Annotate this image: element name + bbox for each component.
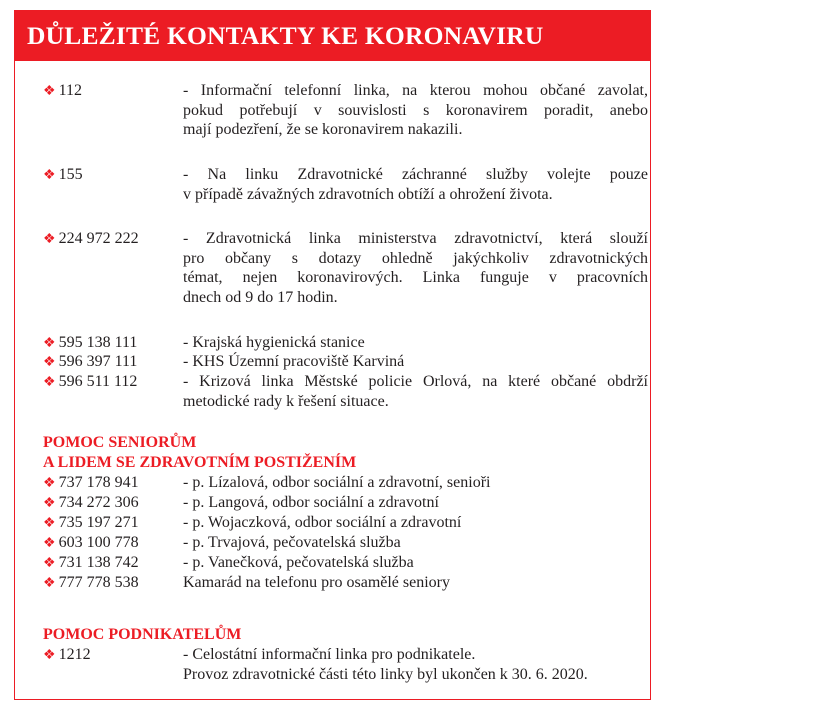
description-line: - p. Trvajová, pečovatelská služba — [183, 534, 401, 551]
contact-description — [183, 553, 648, 573]
contact-description — [183, 81, 648, 140]
title-banner — [15, 11, 650, 61]
diamond-bullet-icon: ❖ — [43, 496, 56, 511]
phone-number: 596 397 111 — [58, 353, 138, 370]
diamond-bullet-icon: ❖ — [43, 84, 56, 99]
description-line: - Krajská hygienická stanice — [183, 334, 365, 351]
diamond-bullet-icon: ❖ — [43, 648, 56, 663]
contact-description — [183, 645, 648, 684]
section-heading-seniors: POMOC SENIORŮM — [43, 434, 197, 451]
contact-description — [183, 473, 648, 493]
diamond-bullet-icon: ❖ — [43, 355, 56, 370]
description-line: pro občany s dotazy ohledně jakýchkoliv zdravotnických — [183, 249, 648, 267]
phone-number: 155 — [58, 166, 83, 183]
phone-number: 734 272 306 — [58, 494, 139, 511]
description-line: - Krizová linka Městské policie Orlová, na které občané obdrží — [183, 373, 648, 390]
contact-description — [183, 333, 648, 353]
contact-description — [183, 352, 648, 372]
diamond-bullet-icon: ❖ — [43, 168, 56, 183]
contact-description — [183, 165, 648, 204]
description-line: mají podezření, že se koronavirem nakazili. — [183, 121, 463, 139]
contact-description — [183, 372, 648, 411]
diamond-bullet-icon: ❖ — [43, 576, 56, 591]
description-line: - Na linku Zdravotnické záchranné služby volejte pouze — [183, 166, 648, 183]
description-line: - p. Wojaczková, odbor sociální a zdravotní — [183, 514, 462, 531]
description-line: - Zdravotnická linka ministerstva zdravotnictví, která slouží — [183, 230, 648, 247]
description-line: - Celostátní informační linka pro podnikatele. — [183, 646, 476, 663]
phone-number: 777 778 538 — [58, 574, 139, 591]
description-line: pokud potřebují v souvislosti s koronavirem poradit, anebo — [183, 101, 648, 119]
description-line: - p. Langová, odbor sociální a zdravotní — [183, 494, 439, 511]
phone-number: 1212 — [58, 646, 91, 663]
description-line: v případě závažných zdravotních obtíží a ohrožení života. — [183, 185, 553, 203]
section-heading-business: POMOC PODNIKATELŮM — [43, 626, 242, 643]
contact-description — [183, 533, 648, 553]
diamond-bullet-icon: ❖ — [43, 336, 56, 351]
phone-number: 603 100 778 — [58, 534, 139, 551]
phone-number: 224 972 222 — [58, 230, 139, 247]
diamond-bullet-icon: ❖ — [43, 232, 56, 247]
contact-description — [183, 493, 648, 513]
phone-number: 595 138 111 — [58, 334, 138, 351]
diamond-bullet-icon: ❖ — [43, 556, 56, 571]
phone-number: 112 — [58, 82, 82, 99]
diamond-bullet-icon: ❖ — [43, 476, 56, 491]
description-line: dnech od 9 do 17 hodin. — [183, 288, 338, 306]
contacts-box — [14, 10, 651, 700]
description-line: - KHS Územní pracoviště Karviná — [183, 353, 405, 370]
phone-number: 735 197 271 — [58, 514, 139, 531]
section-heading-seniors-sub: A LIDEM SE ZDRAVOTNÍM POSTIŽENÍM — [43, 454, 357, 471]
diamond-bullet-icon: ❖ — [43, 375, 56, 390]
phone-number: 596 511 112 — [58, 373, 138, 390]
contact-description — [183, 513, 648, 533]
description-line: Kamarád na telefonu pro osamělé seniory — [183, 574, 451, 591]
description-line: Provoz zdravotnické části této linky byl ukončen k 30. 6. 2020. — [183, 665, 588, 683]
description-line: - p. Vanečková, pečovatelská služba — [183, 554, 414, 571]
page-title: DŮLEŽITÉ KONTAKTY KE KORONAVIRU — [27, 21, 544, 50]
contact-description — [183, 229, 648, 307]
contact-description — [183, 573, 648, 593]
description-line: - p. Lízalová, odbor sociální a zdravotní, senioři — [183, 474, 491, 491]
description-line: - Informační telefonní linka, na kterou mohou občané zavolat, — [183, 82, 648, 99]
phone-number: 737 178 941 — [58, 474, 139, 491]
description-line: metodické rady k řešení situace. — [183, 392, 389, 410]
diamond-bullet-icon: ❖ — [43, 516, 56, 531]
diamond-bullet-icon: ❖ — [43, 536, 56, 551]
description-line: témat, nejen koronavirových. Linka funguje v pracovních — [183, 269, 648, 287]
phone-number: 731 138 742 — [58, 554, 139, 571]
